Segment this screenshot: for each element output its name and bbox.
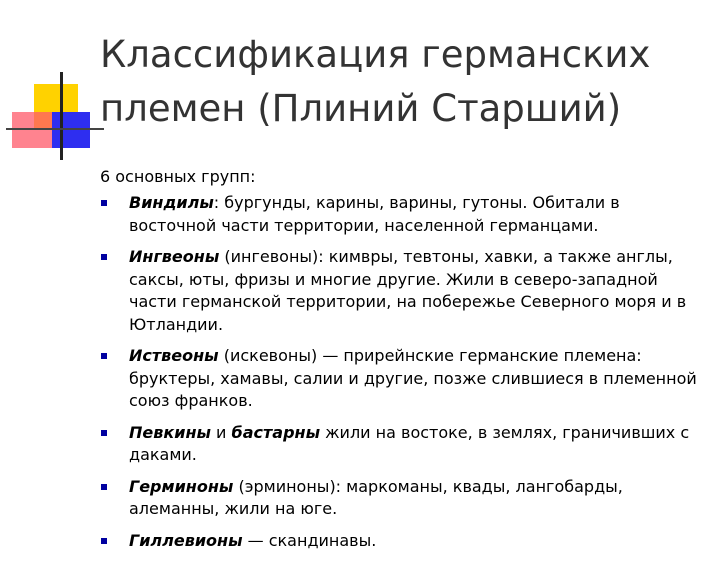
item-text: (ингевоны): кимвры, тевтоны, хавки, а также англы, саксы, юты, фризы и многие другие. Жили в северо-западной части германской территории, на побережье Северного моря и в Ютландии. xyxy=(129,247,687,334)
bullet-square-icon xyxy=(101,538,107,544)
vertical-line xyxy=(60,72,63,160)
item-text: : бургунды, карины, варины, гутоны. Обитали в восточной части территории, населенной германцами. xyxy=(129,193,620,235)
intro-text: 6 основных групп: xyxy=(100,167,256,186)
list-item xyxy=(100,246,700,336)
title-line-1: Классификация германских xyxy=(100,33,651,76)
list-item xyxy=(100,345,700,413)
item-text: (искевоны) — прирейнские германские племена: бруктеры, хамавы, салии и другие, позже слившиеся в племенной союз франков. xyxy=(129,346,697,410)
item-text: жили на востоке, в землях, граничивших с даками. xyxy=(129,422,690,464)
list-item xyxy=(100,422,700,467)
horizontal-line xyxy=(6,128,104,130)
tribe-name: Виндилы xyxy=(129,193,214,212)
list-item xyxy=(100,192,700,237)
bullet-square-icon xyxy=(101,353,107,359)
item-text: и xyxy=(210,422,232,442)
tribe-name: Герминоны xyxy=(129,476,234,496)
tribe-name: бастарны xyxy=(231,422,321,442)
list-item xyxy=(100,530,700,553)
red-square xyxy=(12,112,54,148)
item-text: (эрминоны): маркоманы, квады, лангобарды, алеманны, жили на юге. xyxy=(129,476,623,518)
tribe-name: Гиллевионы xyxy=(129,530,243,550)
title-line-2: племен (Плиний Старший) xyxy=(100,87,622,130)
bullet-square-icon xyxy=(101,430,107,436)
tribe-name: Певкины xyxy=(129,422,211,442)
bullet-square-icon xyxy=(101,254,107,260)
tribe-name: Ингвеоны xyxy=(129,247,220,266)
bullet-square-icon xyxy=(101,484,107,490)
tribe-name: Иствеоны xyxy=(129,346,219,365)
blue-square xyxy=(52,112,90,148)
item-text: — скандинавы. xyxy=(242,530,377,550)
slide-title xyxy=(100,28,700,136)
tribe-list xyxy=(100,192,700,561)
bullet-square-icon xyxy=(101,200,107,206)
list-item xyxy=(100,476,700,521)
